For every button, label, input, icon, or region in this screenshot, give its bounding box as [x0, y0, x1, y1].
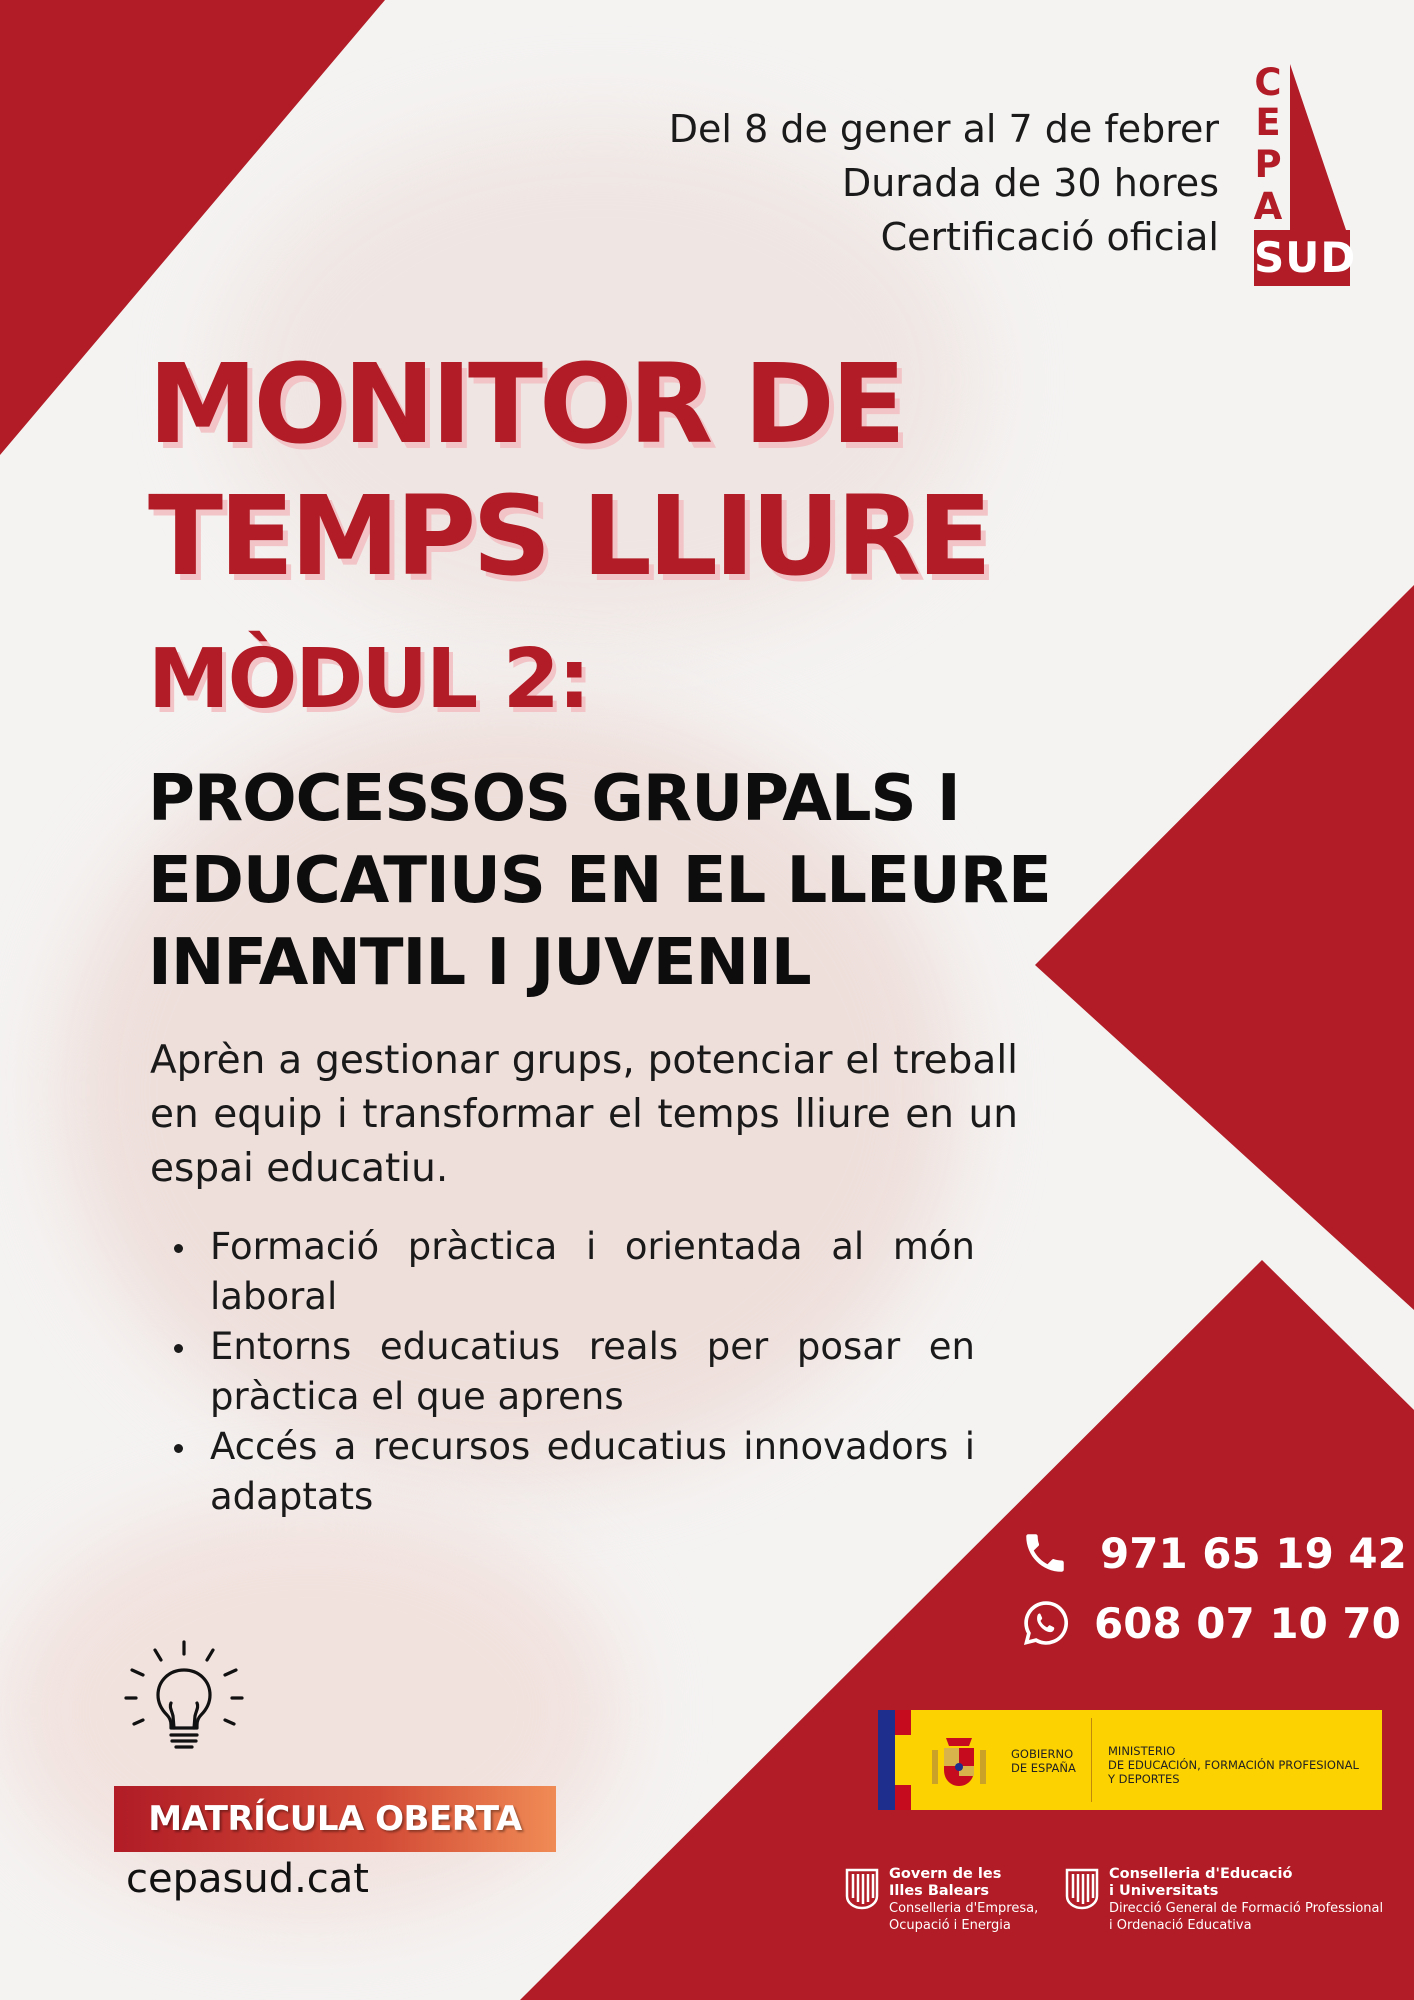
conselleria-name-2: i Universitats — [1109, 1883, 1219, 1899]
page-title — [148, 338, 988, 602]
phone-number[interactable]: 971 65 19 42 — [1100, 1528, 1407, 1578]
subtitle-line-2: EDUCATIUS EN EL LLEURE — [148, 844, 1051, 918]
website-link[interactable]: cepasud.cat — [126, 1856, 369, 1902]
module-label: MÒDUL 2: — [148, 632, 589, 727]
govern-name-1: Govern de les — [889, 1866, 1002, 1882]
whatsapp-contact[interactable] — [1020, 1597, 1401, 1649]
gobierno-espana-logo — [878, 1710, 1382, 1810]
benefits-list — [160, 1222, 975, 1522]
lightbulb-icon — [122, 1640, 246, 1764]
ministerio-line-2: DE EDUCACIÓN, FORMACIÓN PROFESIONAL — [1108, 1758, 1359, 1772]
enrollment-banner[interactable]: MATRÍCULA OBERTA — [114, 1786, 556, 1852]
ministerio-text — [1108, 1744, 1359, 1786]
whatsapp-icon — [1020, 1597, 1072, 1649]
govern-dept-1: Conselleria d'Empresa, — [889, 1901, 1039, 1916]
logo-letter-p: P — [1254, 143, 1282, 186]
right-triangle — [1035, 585, 1414, 1310]
divider — [1091, 1718, 1092, 1802]
whatsapp-number[interactable]: 608 07 10 70 — [1094, 1598, 1401, 1648]
conselleria-name-1: Conselleria d'Educació — [1109, 1866, 1293, 1882]
govern-name-2: Illes Balears — [889, 1883, 990, 1899]
list-item: Accés a recursos educatius innovadors i adaptats — [160, 1422, 975, 1522]
conselleria-dept-1: Direcció General de Formació Professional — [1109, 1901, 1384, 1916]
module-subtitle — [148, 758, 1068, 1004]
logo-sud: SUD — [1254, 230, 1350, 286]
balears-emblem-icon — [845, 1868, 879, 1910]
logo-letter-c: C — [1254, 61, 1282, 104]
course-dates: Del 8 de gener al 7 de febrer — [668, 107, 1219, 151]
gobierno-text — [1011, 1747, 1076, 1775]
ministerio-line-1: MINISTERIO — [1108, 1744, 1176, 1758]
gobierno-line-2: DE ESPAÑA — [1011, 1761, 1076, 1775]
course-description: Aprèn a gestionar grups, potenciar el treball en equip i transformar el temps lliure en un espai educatiu. — [150, 1038, 1018, 1191]
list-item: Entorns educatius reals per posar en pràctica el que aprens — [160, 1322, 975, 1422]
balears-emblem-icon — [1065, 1868, 1099, 1910]
course-certification: Certificació oficial — [880, 215, 1219, 259]
list-item: Formació pràctica i orientada al món laboral — [160, 1222, 975, 1322]
phone-contact[interactable] — [1020, 1528, 1407, 1578]
title-line-2: TEMPS LLIURE — [148, 472, 989, 600]
title-line-1: MONITOR DE — [148, 340, 902, 468]
govern-dept-2: Ocupació i Energia — [889, 1918, 1011, 1933]
ministerio-line-3: Y DEPORTES — [1108, 1772, 1180, 1786]
subtitle-line-3: INFANTIL I JUVENIL — [148, 926, 811, 1000]
subtitle-line-1: PROCESSOS GRUPALS I — [148, 762, 960, 836]
spain-flag — [895, 1710, 911, 1810]
course-duration: Durada de 30 hores — [841, 161, 1219, 205]
conselleria-dept-2: i Ordenació Educativa — [1109, 1918, 1252, 1933]
gobierno-line-1: GOBIERNO — [1011, 1747, 1074, 1761]
course-info — [669, 102, 1219, 264]
cepa-sud-logo — [1250, 61, 1357, 284]
logo-letter-a: A — [1253, 185, 1283, 228]
phone-icon — [1020, 1528, 1070, 1578]
eu-stripe — [878, 1710, 895, 1810]
spain-coat-of-arms-icon — [926, 1728, 992, 1794]
logo-letter-e: E — [1255, 101, 1281, 144]
